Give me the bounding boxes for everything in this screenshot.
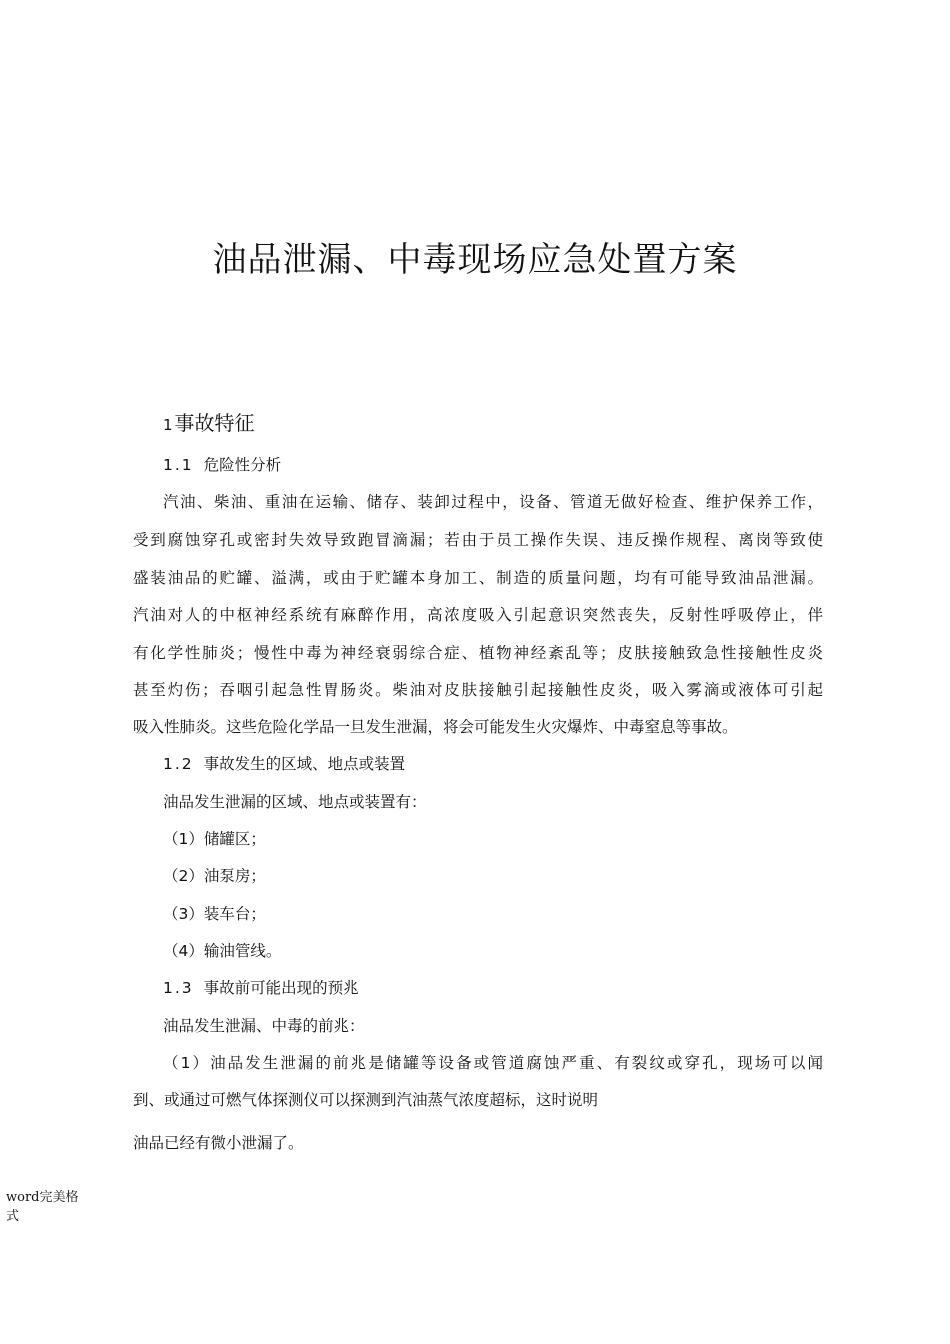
subsection-heading-accident-area — [163, 752, 405, 776]
paragraph-line: 有化学性肺炎；慢性中毒为神经衰弱综合症、植物神经紊乱等；皮肤接触致急性接触性皮炎 — [133, 644, 823, 662]
subsection-number: 1.1 — [163, 456, 194, 474]
paragraph-line: 汽油、柴油、重油在运输、储存、装卸过程中，设备、管道无做好检查、维护保养工作， — [163, 493, 823, 511]
paragraph-line: 油品已经有微小泄漏了。 — [133, 1134, 304, 1152]
subsection-number: 1.2 — [163, 755, 194, 773]
list-item: （1）储罐区； — [163, 830, 266, 848]
paragraph-line: 油品发生泄漏的区域、地点或装置有： — [163, 793, 427, 811]
list-item: （2）油泵房； — [163, 867, 266, 885]
footer-watermark-text: word完美格式 — [6, 1190, 79, 1224]
paragraph-line: 到、或通过可燃气体探测仪可以探测到汽油蒸气浓度超标，这时说明 — [133, 1091, 599, 1109]
subsection-title: 危险性分析 — [203, 456, 282, 474]
paragraph-line: 吸入性肺炎。这些危险化学品一旦发生泄漏，将会可能发生火灾爆炸、中毒窒息等事故。 — [133, 718, 738, 736]
paragraph-line: 油品发生泄漏、中毒的前兆： — [163, 1017, 365, 1035]
subsection-heading-hazard-analysis — [163, 453, 281, 477]
paragraph-line: 盛装油品的贮罐、溢满，或由于贮罐本身加工、制造的质量问题，均有可能导致油品泄漏。 — [133, 569, 823, 587]
paragraph-line: （1）油品发生泄漏的前兆是储罐等设备或管道腐蚀严重、有裂纹或穿孔，现场可以闻 — [163, 1054, 823, 1072]
paragraph-line: 汽油对人的中枢神经系统有麻醉作用，高浓度吸入引起意识突然丧失，反射性呼吸停止，伴 — [133, 606, 823, 624]
list-item: （3）装车台； — [163, 905, 266, 923]
section-heading-text: 事故特征 — [174, 411, 255, 435]
section-number: 1 — [163, 416, 173, 434]
section-heading-accident-features — [163, 408, 255, 440]
paragraph-line: 甚至灼伤；吞咽引起急性胃肠炎。柴油对皮肤接触引起接触性皮炎，吸入雾滴或液体可引起 — [133, 681, 823, 699]
subsection-title: 事故前可能出现的预兆 — [203, 979, 359, 997]
paragraph-line: 受到腐蚀穿孔或密封失效导致跑冒滴漏；若由于员工操作失误、违反操作规程、离岗等致使 — [133, 531, 823, 549]
subsection-number: 1.3 — [163, 979, 194, 997]
subsection-title: 事故发生的区域、地点或装置 — [203, 755, 406, 773]
document-title: 油品泄漏、中毒现场应急处置方案 — [212, 240, 738, 280]
list-item: （4）输油管线。 — [163, 942, 282, 960]
subsection-heading-warning-signs — [163, 976, 359, 1000]
